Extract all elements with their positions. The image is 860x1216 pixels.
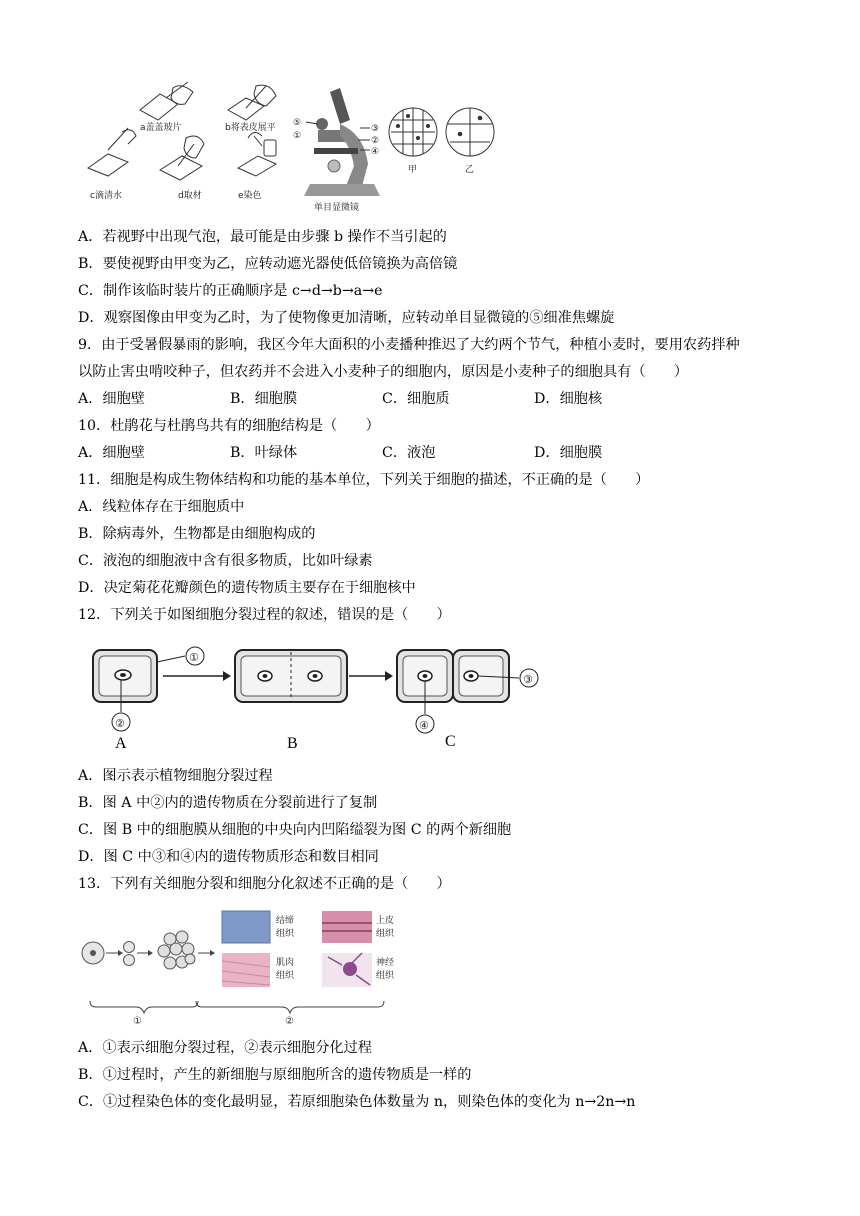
cell-b: [235, 650, 347, 702]
step-e-illustration: [238, 132, 276, 176]
step-e-label: e染色: [238, 191, 262, 201]
view-yi-label: 乙: [465, 165, 475, 175]
brace-1: [90, 1001, 198, 1013]
q10-option-c: C．液泡: [382, 445, 436, 461]
q9-option-d: D．细胞核: [534, 391, 603, 407]
step-c-illustration: [88, 128, 136, 176]
cell-cluster: [158, 931, 195, 969]
tissue-4-line2: 组织: [376, 971, 395, 981]
q13-option-a: A．①表示细胞分裂过程，②表示细胞分化过程: [78, 1040, 372, 1056]
q12-stem: 12．下列关于如图细胞分裂过程的叙述，错误的是（ ）: [78, 607, 451, 623]
cell-c-label-3: ③: [523, 673, 533, 686]
cell-a: [93, 650, 185, 712]
q12-option-a: A．图示表示植物细胞分裂过程: [78, 768, 273, 784]
step-c-label: c滴清水: [90, 191, 122, 201]
q8-option-b: B．要使视野由甲变为乙，应转动遮光器使低倍镜换为高倍镜: [78, 256, 458, 272]
tissue-2-line2: 组织: [376, 929, 395, 939]
microscope-label-3: ③: [371, 124, 380, 134]
cell-c: [397, 650, 519, 714]
cell-a-label-1: ①: [189, 651, 199, 664]
microscope-label-1: ①: [293, 131, 302, 141]
step-a-illustration: [140, 82, 193, 120]
connective-tissue-image: [222, 911, 270, 943]
tissue-2-line1: 上皮: [376, 916, 395, 926]
q8-option-d: D．观察图像由甲变为乙时，为了使物像更加清晰，应转动单目显微镜的⑤细准焦螺旋: [78, 310, 615, 326]
q10-option-d: D．细胞膜: [534, 445, 603, 461]
q9-option-c: C．细胞质: [382, 391, 450, 407]
microscope-label-4: ④: [371, 147, 380, 157]
q9-stem-line2: 以防止害虫啃咬种子，但农药并不会进入小麦种子的细胞内，原因是小麦种子的细胞具有（ ）: [78, 364, 689, 380]
q9-option-a: A．细胞壁: [78, 391, 145, 407]
tissue-3-line2: 组织: [276, 971, 295, 981]
q10-stem: 10．杜鹃花与杜鹃鸟共有的细胞结构是（ ）: [78, 418, 380, 434]
cell-c-label-4: ④: [419, 719, 429, 732]
step-b-label: b将表皮展平: [225, 123, 276, 133]
q8-option-c: C．制作该临时装片的正确顺序是 c→d→b→a→e: [78, 283, 383, 299]
q10-option-a: A．细胞壁: [78, 445, 145, 461]
tissue-4-line1: 神经: [376, 958, 395, 968]
q11-option-a: A．线粒体存在于细胞质中: [78, 499, 245, 515]
view-jia-label: 甲: [408, 165, 418, 175]
q12-cell-division-figure: [85, 640, 545, 755]
q11-option-c: C．液泡的细胞液中含有很多物质，比如叶绿素: [78, 553, 373, 569]
step-d-label: d取材: [178, 191, 202, 201]
brace-2-label: ②: [285, 1016, 294, 1027]
brace-2: [196, 1001, 384, 1013]
step-d-illustration: [160, 136, 204, 180]
step-b-illustration: [228, 85, 276, 120]
microscope-label-5: ⑤: [293, 118, 302, 128]
tissue-1-line2: 组织: [276, 929, 295, 939]
microscope-label-2: ②: [371, 136, 380, 146]
q9-stem-line1: 9．由于受暑假暴雨的影响，我区今年大面积的小麦播种推迟了大约两个节气，种植小麦时，要用农药拌种: [78, 337, 740, 353]
q13-option-b: B．①过程时，产生的新细胞与原细胞所含的遗传物质是一样的: [78, 1067, 472, 1083]
q8-figure: [78, 80, 498, 215]
epithelial-tissue-image: [322, 911, 372, 943]
view-yi-illustration: [446, 108, 494, 156]
view-jia-illustration: [389, 108, 437, 156]
q13-differentiation-figure: [80, 905, 410, 1030]
q13-option-c: C．①过程染色体的变化最明显，若原细胞染色体数量为 n，则染色体的变化为 n→2n→n: [78, 1094, 636, 1110]
q12-option-d: D．图 C 中③和④内的遗传物质形态和数目相同: [78, 849, 379, 865]
q13-stem: 13．下列有关细胞分裂和细胞分化叙述不正确的是（ ）: [78, 876, 451, 892]
q11-option-d: D．决定菊花花瓣颜色的遗传物质主要存在于细胞核中: [78, 580, 416, 596]
brace-1-label: ①: [133, 1016, 142, 1027]
q12-option-b: B．图 A 中②内的遗传物质在分裂前进行了复制: [78, 795, 378, 811]
step-a-label: a盖盖玻片: [140, 123, 182, 133]
q11-option-b: B．除病毒外，生物都是由细胞构成的: [78, 526, 316, 542]
q8-option-a: A．若视野中出现气泡，最可能是由步骤 b 操作不当引起的: [78, 229, 447, 245]
q9-option-b: B．细胞膜: [230, 391, 298, 407]
tissue-3-line1: 肌肉: [276, 958, 295, 968]
cell-c-caption: C: [445, 733, 456, 750]
q11-stem: 11．细胞是构成生物体结构和功能的基本单位，下列关于细胞的描述，不正确的是（ ）: [78, 472, 650, 488]
q10-option-b: B．叶绿体: [230, 445, 298, 461]
q12-option-c: C．图 B 中的细胞膜从细胞的中央向内凹陷缢裂为图 C 的两个新细胞: [78, 822, 512, 838]
cell-a-label-2: ②: [115, 717, 125, 730]
cell-b-caption: B: [287, 735, 298, 752]
cell-a-caption: A: [115, 735, 127, 752]
tissue-1-line1: 结缔: [276, 916, 295, 926]
microscope-illustration: [304, 88, 380, 196]
microscope-caption: 单目显微镜: [314, 203, 360, 213]
